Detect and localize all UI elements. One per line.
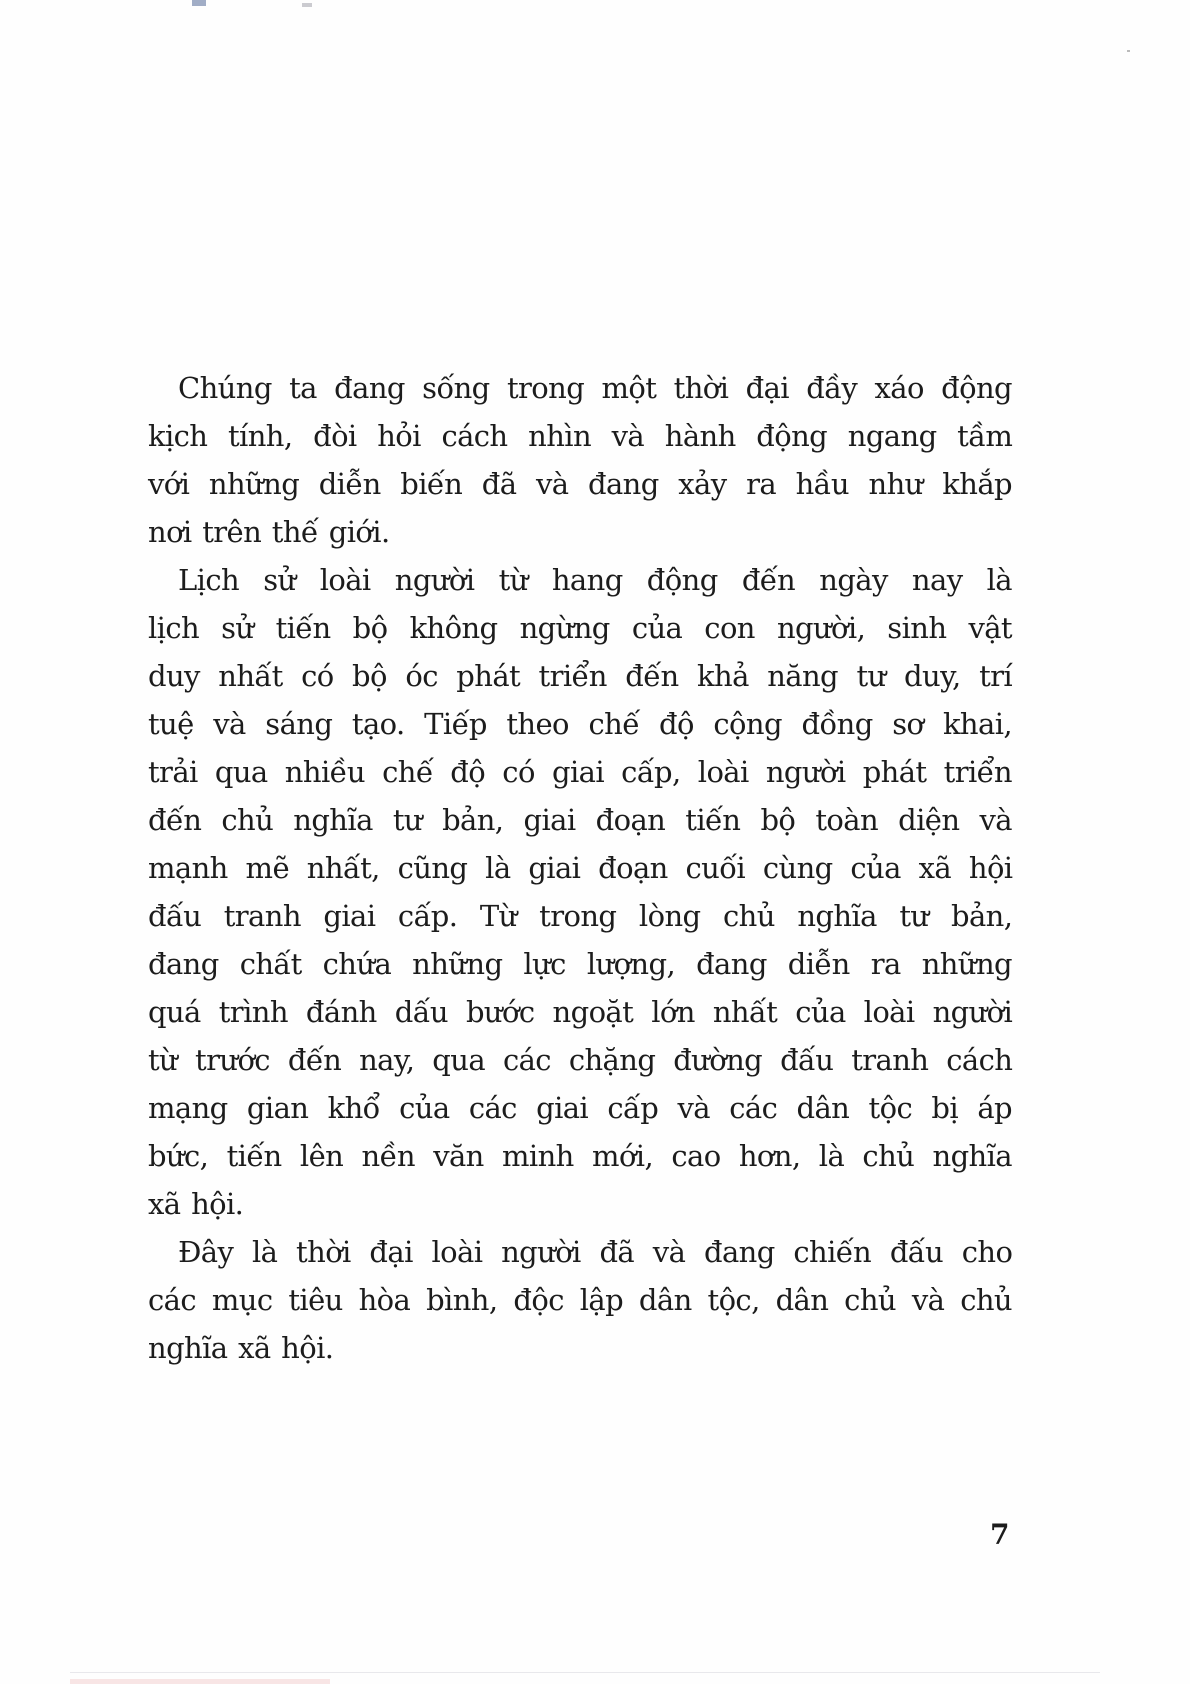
page-body	[118, 364, 1012, 1372]
text-line: tuệ và sáng tạo. Tiếp theo chế độ cộng đồng sơ khai,	[148, 707, 1012, 741]
text-line: Lịch sử loài người từ hang động đến ngày nay là	[178, 563, 1012, 597]
text-line: trải qua nhiều chế độ có giai cấp, loài người phát triển	[148, 755, 1012, 789]
text-line: nghĩa xã hội.	[148, 1331, 334, 1365]
text-line: lịch sử tiến bộ không ngừng của con người, sinh vật	[148, 611, 1012, 645]
scan-artifact-mark	[302, 3, 312, 7]
text-line: mạng gian khổ của các giai cấp và các dân tộc bị áp	[148, 1091, 1012, 1125]
text-line: mạnh mẽ nhất, cũng là giai đoạn cuối cùng của xã hội	[148, 851, 1013, 885]
text-line: đấu tranh giai cấp. Từ trong lòng chủ nghĩa tư bản,	[148, 899, 1013, 933]
text-line: Chúng ta đang sống trong một thời đại đầy xáo động	[178, 371, 1012, 405]
text-line: Đây là thời đại loài người đã và đang chiến đấu cho	[178, 1235, 1013, 1269]
text-line: từ trước đến nay, qua các chặng đường đấu tranh cách	[148, 1043, 1013, 1077]
paragraph-3	[118, 1228, 1012, 1372]
text-line: đến chủ nghĩa tư bản, giai đoạn tiến bộ toàn diện và	[148, 803, 1012, 837]
paragraph-1	[118, 364, 1012, 556]
text-line: kịch tính, đòi hỏi cách nhìn và hành động ngang tầm	[148, 419, 1013, 453]
scan-edge-tint	[70, 1679, 330, 1684]
paragraph-2	[118, 556, 1012, 1228]
page-number: 7	[990, 1518, 1010, 1551]
text-line: với những diễn biến đã và đang xảy ra hầu như khắp	[148, 467, 1012, 501]
text-line: nơi trên thế giới.	[148, 515, 390, 549]
text-line: bức, tiến lên nền văn minh mới, cao hơn, là chủ nghĩa	[148, 1139, 1012, 1173]
scan-artifact-tick	[1127, 50, 1130, 52]
text-line: đang chất chứa những lực lượng, đang diễn ra những	[148, 947, 1012, 981]
text-line: duy nhất có bộ óc phát triển đến khả năng tư duy, trí	[148, 659, 1013, 693]
text-line: quá trình đánh dấu bước ngoặt lớn nhất của loài người	[148, 995, 1013, 1029]
scan-artifact-mark	[192, 0, 206, 6]
text-line: xã hội.	[148, 1187, 244, 1221]
text-line: các mục tiêu hòa bình, độc lập dân tộc, dân chủ và chủ	[148, 1283, 1012, 1317]
scan-edge-line	[70, 1672, 1100, 1673]
